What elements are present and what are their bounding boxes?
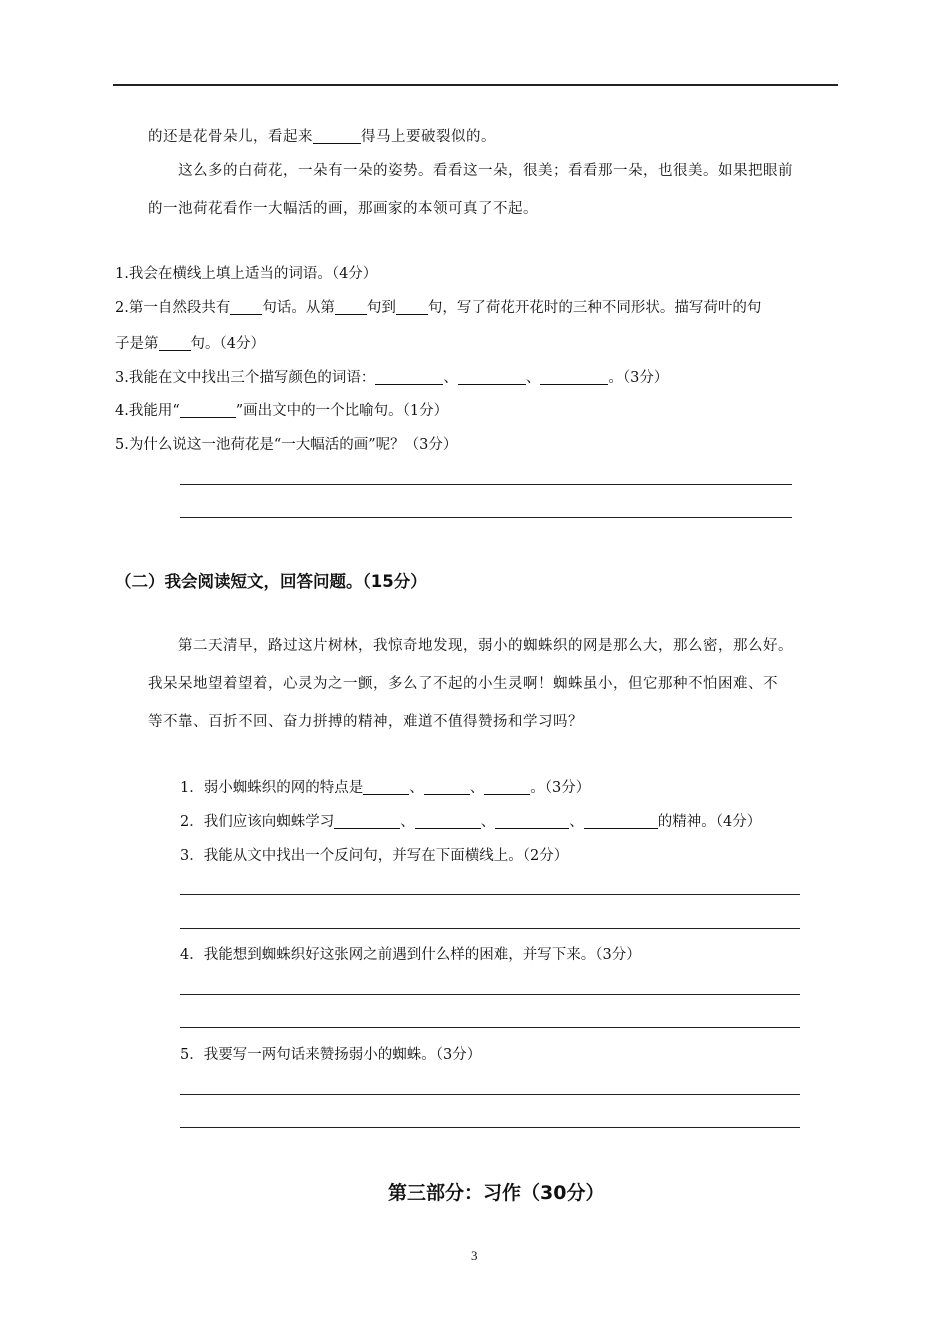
answer-line[interactable]	[180, 1127, 800, 1128]
question-2	[180, 812, 761, 832]
fill-blank[interactable]	[415, 813, 481, 829]
passage-line	[148, 127, 496, 147]
fill-blank[interactable]	[180, 402, 236, 418]
page-number: 3	[471, 1248, 478, 1263]
fill-blank[interactable]	[375, 369, 443, 385]
part-heading: 第三部分：习作（30分）	[388, 1182, 605, 1204]
separator: 、	[525, 370, 541, 386]
question-text: 。（3分）	[530, 780, 591, 796]
fill-blank[interactable]	[335, 299, 367, 315]
answer-line[interactable]	[180, 517, 792, 518]
fill-blank[interactable]	[363, 779, 409, 795]
answer-line[interactable]	[180, 484, 792, 485]
passage-text: 的还是花骨朵儿，看起来	[148, 129, 313, 145]
question-text: 句，写了荷花开花时的三种不同形状。描写荷叶的句	[427, 300, 762, 316]
question-5: 5.为什么说这一池荷花是“一大幅活的画”呢？（3分）	[115, 437, 458, 453]
passage-line: 这么多的白荷花，一朵有一朵的姿势。看看这一朵，很美；看看那一朵，也很美。如果把眼前	[178, 163, 793, 179]
question-text: 3.我能在文中找出三个描写颜色的词语：	[115, 370, 376, 386]
question-4: 4．我能想到蜘蛛织好这张网之前遇到什么样的困难，并写下来。（3分）	[180, 947, 641, 963]
question-5: 5．我要写一两句话来赞扬弱小的蜘蛛。（3分）	[180, 1047, 482, 1063]
question-1	[180, 778, 590, 798]
fill-blank[interactable]	[495, 813, 569, 829]
question-text: 子是第	[115, 336, 159, 352]
passage-line: 的一池荷花看作一大幅活的画，那画家的本领可真了不起。	[148, 201, 538, 217]
question-1: 1.我会在横线上填上适当的词语。（4分）	[115, 266, 378, 282]
question-4	[115, 401, 448, 421]
question-text: 的精神。（4分）	[657, 814, 762, 830]
fill-blank[interactable]	[230, 299, 262, 315]
question-text: 句话。从第	[262, 300, 335, 316]
fill-blank[interactable]	[540, 369, 608, 385]
answer-line[interactable]	[180, 928, 800, 929]
fill-blank[interactable]	[458, 369, 526, 385]
header-rule	[113, 84, 838, 86]
answer-line[interactable]	[180, 994, 800, 995]
passage-text: 得马上要破裂似的。	[361, 129, 496, 145]
question-text: 句到	[366, 300, 396, 316]
separator: 、	[400, 814, 415, 830]
passage-line: 我呆呆地望着望着，心灵为之一颤，多么了不起的小生灵啊！蜘蛛虽小，但它那种不怕困难、不	[148, 676, 778, 692]
passage-line: 第二天清早，路过这片树林，我惊奇地发现，弱小的蜘蛛织的网是那么大，那么密，那么好。	[178, 638, 793, 654]
question-text: 4.我能用“	[115, 403, 180, 419]
fill-blank[interactable]	[484, 779, 530, 795]
question-text: 1．弱小蜘蛛织的网的特点是	[180, 780, 364, 796]
question-text: 2．我们应该向蜘蛛学习	[180, 814, 335, 830]
section-heading: （二）我会阅读短文，回答问题。（15分）	[115, 572, 427, 591]
separator: 、	[409, 780, 424, 796]
question-3	[115, 368, 668, 388]
separator: 、	[443, 370, 458, 386]
question-text: 句。（4分）	[190, 336, 265, 352]
fill-blank[interactable]	[424, 779, 470, 795]
separator: 、	[469, 780, 485, 796]
separator: 、	[569, 814, 584, 830]
answer-line[interactable]	[180, 1027, 800, 1028]
fill-blank[interactable]	[313, 128, 361, 144]
question-2	[115, 298, 761, 318]
question-2-cont	[115, 334, 265, 354]
fill-blank[interactable]	[396, 299, 428, 315]
question-text: ”画出文中的一个比喻句。（1分）	[235, 403, 449, 419]
separator: 、	[480, 814, 496, 830]
answer-line[interactable]	[180, 894, 800, 895]
fill-blank[interactable]	[584, 813, 658, 829]
question-text: 2.第一自然段共有	[115, 300, 231, 316]
fill-blank[interactable]	[159, 335, 191, 351]
fill-blank[interactable]	[334, 813, 400, 829]
answer-line[interactable]	[180, 1094, 800, 1095]
passage-line: 等不靠、百折不回、奋力拼搏的精神，难道不值得赞扬和学习吗？	[148, 714, 583, 730]
question-text: 。（3分）	[608, 370, 669, 386]
question-3: 3．我能从文中找出一个反问句，并写在下面横线上。（2分）	[180, 848, 569, 864]
